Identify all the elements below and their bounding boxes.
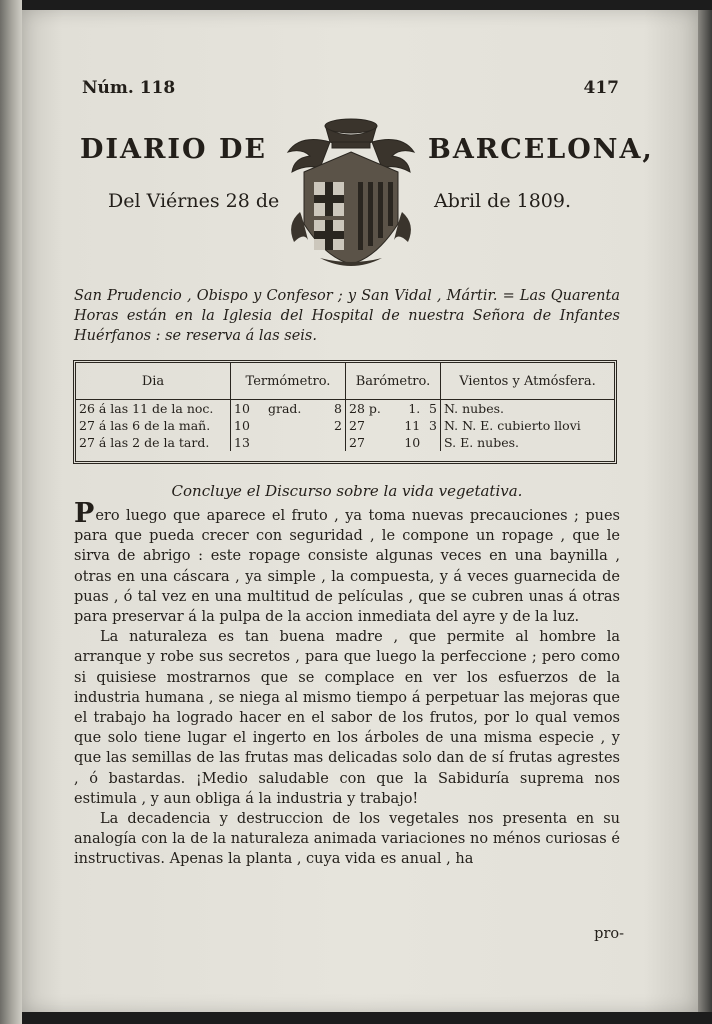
cell-temp-unit: [265, 417, 329, 434]
masthead-date-right: Abril de 1809.: [434, 190, 571, 212]
table-row: [76, 400, 614, 418]
cell-dia: 27 á las 6 de la mañ.: [76, 417, 231, 434]
cell-dia: 26 á las 11 de la noc.: [76, 400, 231, 418]
saints-of-the-day-notice: San Prudencio , Obispo y Confesor ; y San Vidal , Mártir. = Las Quarenta Horas están en la Iglesia del Hospital de nuestra Señora de Infantes Huérfanos : se reserva á las seis.: [74, 288, 620, 344]
header-vientos: Vientos y Atmósfera.: [441, 363, 615, 400]
cell-bar-frac: [423, 434, 440, 451]
cell-temp-unit: grad.: [268, 400, 302, 416]
article-paragraph-2: La naturaleza es tan buena madre , que permite al hombre la arranque y robe sus secretos , para que luego la perfeccione ; pero como si quisiese mostrarnos que se complace en ver los esfuerzos de la industria humana , se niega al mismo tiempo á perpetuar las mejoras que el trabajo ha logrado hacer en el sabor de los frutos, por lo qual vemos que solo tiene lugar el ingerto en los árboles de una misma especie , y que las semillas de las frutas mas delicadas solo dan de sí frutas agrestes , ó bastardas. ¡Medio saludable con que la Sabiduría suprema nos estimula , y aun obliga á la industria y trabajo!: [74, 629, 620, 807]
cell-bar-p: 27: [349, 434, 365, 450]
cell-temp-frac: 8: [329, 400, 346, 418]
table-row: [76, 434, 614, 451]
article-body: [74, 498, 620, 870]
catchword: pro-: [594, 926, 624, 942]
cell-temp: 10: [234, 400, 250, 416]
cell-temp: 13: [234, 434, 250, 450]
article-subtitle: Concluye el Discurso sobre la vida vegetativa.: [171, 482, 523, 500]
paragraph-1-text: ero luego que aparece el fruto , ya toma nuevas precauciones ; pues para que pueda crecer con seguridad , le compone un ropage , que le sirva de abrigo : este ropage consiste algunas veces en una baynilla , otras en una cáscara , ya simple , la compuesta, y á veces guarnecida de puas , ó tal vez en una multitud de películas , que se cubren unas á otras para preservar á la pulpa de la accion inmediata del ayre y de la luz.: [74, 508, 620, 626]
cell-temp: 10: [234, 417, 250, 433]
cell-vientos: S. E. nubes.: [444, 434, 520, 450]
cell-temp-frac: 2: [329, 417, 346, 434]
header-termometro: Termómetro.: [231, 363, 346, 400]
article-paragraph-1: [74, 498, 620, 627]
cell-vientos: N. nubes.: [444, 400, 504, 416]
cell-vientos: N. N. E. cubierto llovi: [444, 417, 581, 433]
cell-bar-l: 10: [404, 434, 421, 450]
cell-bar-p: 27: [349, 417, 365, 433]
masthead-title-right: BARCELONA,: [428, 134, 654, 165]
weather-table-header-row: [76, 363, 614, 400]
header-barometro: Barómetro.: [346, 363, 441, 400]
cell-bar-l: 1.: [408, 400, 421, 416]
cell-dia: 27 á las 2 de la tard.: [76, 434, 231, 451]
cell-bar-frac: 3: [423, 417, 440, 434]
masthead-date-left: Del Viérnes 28 de: [108, 190, 280, 212]
header-dia: Dia: [76, 363, 231, 400]
page-number: 417: [583, 78, 619, 98]
book-edge-right: [698, 10, 712, 1012]
book-spine-left: [0, 0, 22, 1024]
cell-bar-l: 11: [404, 417, 421, 433]
article-paragraph-3: La decadencia y destruccion de los vegetales nos presenta en su analogía con la de la naturaleza animada variaciones no ménos curiosas é instructivas. Apenas la planta , cuya vida es anual , ha: [74, 811, 620, 868]
weather-table: [73, 360, 617, 464]
cell-bar-p: 28 p.: [349, 400, 381, 416]
table-row: [76, 417, 614, 434]
cell-temp-unit: [265, 434, 329, 451]
masthead-title-left: DIARIO DE: [80, 134, 267, 165]
issue-number: Núm. 118: [82, 78, 176, 98]
cell-bar-frac: 5: [423, 400, 440, 418]
drop-cap: P: [74, 498, 95, 529]
coat-of-arms-icon: [280, 112, 422, 270]
cell-temp-frac: [329, 434, 346, 451]
